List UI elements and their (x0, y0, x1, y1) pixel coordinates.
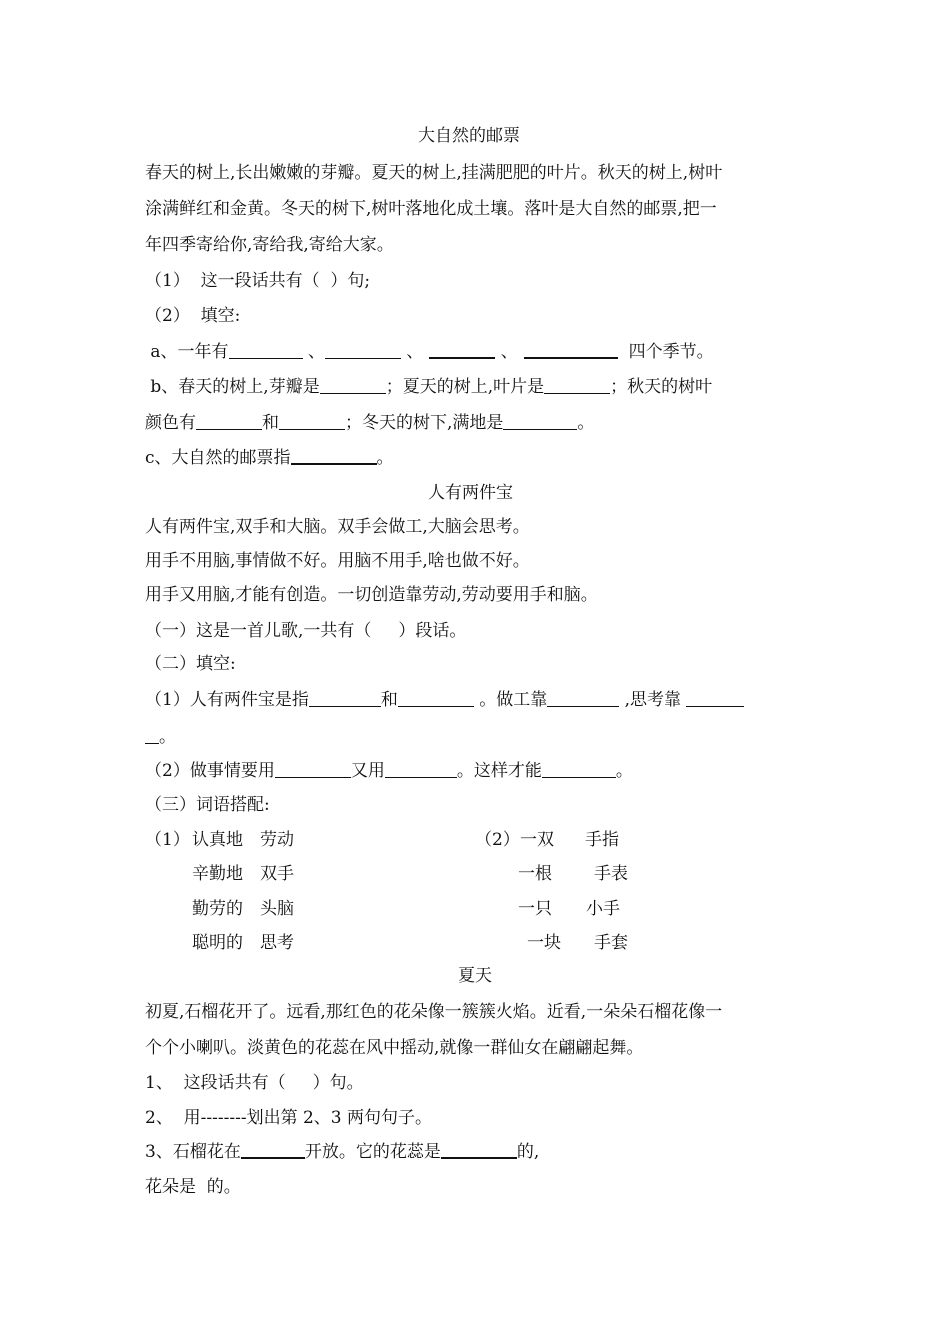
s3-question-3: 3、石榴花在 开放。它的花蕊是 的, (145, 1142, 540, 1162)
s3-paragraph-line-2: 个个小喇叭。淡黄色的花蕊在风中摇动,就像一群仙女在翩翩起舞。 (145, 1038, 644, 1058)
s1-paragraph-line-3: 年四季寄给你,寄给我,寄给大家。 (145, 235, 394, 255)
s2-fill-2: （2）做事情要用 又用 。这样才能 。 (145, 761, 633, 781)
match-left-word: 辛勤地 (192, 864, 243, 884)
blank[interactable] (241, 1141, 305, 1159)
blank[interactable] (320, 377, 386, 394)
title-stamps: 大自然的邮票 (418, 126, 520, 146)
match-left-prefix: （1） (145, 830, 190, 850)
s1-paragraph-line-2: 涂满鲜红和金黄。冬天的树下,树叶落地化成土壤。落叶是大自然的邮票,把一 (145, 199, 717, 219)
s3-question-2: 2、 用--------划出第 2、3 两句句子。 (145, 1108, 433, 1128)
blank[interactable] (229, 342, 303, 359)
blank[interactable] (429, 341, 495, 359)
s3-paragraph-line-1: 初夏,石榴花开了。远看,那红色的花朵像一簇簇火焰。近看,一朵朵石榴花像一 (145, 1002, 723, 1022)
blank[interactable] (279, 413, 345, 430)
match-left-pair: 思考 (260, 933, 294, 953)
s2-fill-1: （1）人有两件宝是指 和 。做工靠 ,思考靠 (145, 689, 744, 711)
match-right-prefix: （2） (475, 830, 520, 850)
s1-fill-a: a、一年有 、 、 、 四个季节。 (145, 342, 714, 362)
s3-question-4: 花朵是 的。 (145, 1177, 241, 1197)
match-left-word: 勤劳的 (192, 899, 243, 919)
match-right-pair: 手套 (594, 933, 628, 953)
match-right-pair: 手指 (585, 830, 619, 850)
title-two-treasures: 人有两件宝 (428, 483, 513, 503)
s1-paragraph-line-1: 春天的树上,长出嫩嫩的芽瓣。夏天的树上,挂满肥肥的叶片。秋天的树上,树叶 (145, 163, 723, 183)
s1-fill-c: c、大自然的邮票指 。 (145, 448, 394, 468)
s2-paragraph-line-1: 人有两件宝,双手和大脑。双手会做工,大脑会思考。 (145, 517, 530, 537)
blank[interactable] (542, 761, 616, 778)
s1-question-2: （2） 填空: (145, 306, 241, 326)
s1-fill-b2: 颜色有 和 ；冬天的树下,满地是 。 (145, 413, 595, 433)
blank[interactable] (503, 413, 577, 430)
match-right-word: 一只 (518, 899, 552, 919)
match-left-pair: 双手 (260, 864, 294, 884)
match-right-pair: 小手 (586, 899, 620, 919)
blank[interactable] (686, 690, 744, 707)
blank[interactable] (441, 1141, 517, 1159)
blank[interactable] (547, 690, 619, 707)
blank[interactable] (145, 727, 159, 744)
s1-fill-b: b、春天的树上,芽瓣是 ；夏天的树上,叶片是 ；秋天的树叶 (145, 377, 713, 397)
blank[interactable] (309, 690, 381, 707)
blank[interactable] (524, 341, 618, 359)
blank[interactable] (398, 690, 474, 707)
blank[interactable] (291, 447, 377, 465)
match-right-word: 一双 (520, 830, 554, 850)
match-left-pair: 头脑 (260, 899, 294, 919)
s2-fill-1-cont: 。 (145, 726, 176, 748)
match-right-word: 一块 (527, 933, 561, 953)
s2-paragraph-line-2: 用手不用脑,事情做不好。用脑不用手,啥也做不好。 (145, 551, 530, 571)
s2-question-3: （三）词语搭配: (145, 795, 270, 815)
blank[interactable] (325, 342, 401, 359)
s1-question-1: （1） 这一段话共有（ ）句; (145, 271, 371, 291)
match-left-pair: 劳动 (260, 830, 294, 850)
s2-question-2: （二）填空: (145, 654, 236, 674)
match-left-word: 聪明的 (192, 933, 243, 953)
title-summer: 夏天 (458, 966, 492, 986)
match-right-pair: 手表 (594, 864, 628, 884)
match-left-word: 认真地 (192, 830, 243, 850)
s2-paragraph-line-3: 用手又用脑,才能有创造。一切创造靠劳动,劳动要用手和脑。 (145, 585, 598, 605)
blank[interactable] (196, 413, 262, 430)
s3-question-1: 1、 这段话共有（ ）句。 (145, 1073, 364, 1093)
blank[interactable] (385, 761, 457, 778)
blank[interactable] (544, 377, 610, 394)
blank[interactable] (275, 761, 351, 778)
match-right-word: 一根 (518, 864, 552, 884)
s2-question-1: （一）这是一首儿歌,一共有（ ）段话。 (145, 621, 467, 641)
